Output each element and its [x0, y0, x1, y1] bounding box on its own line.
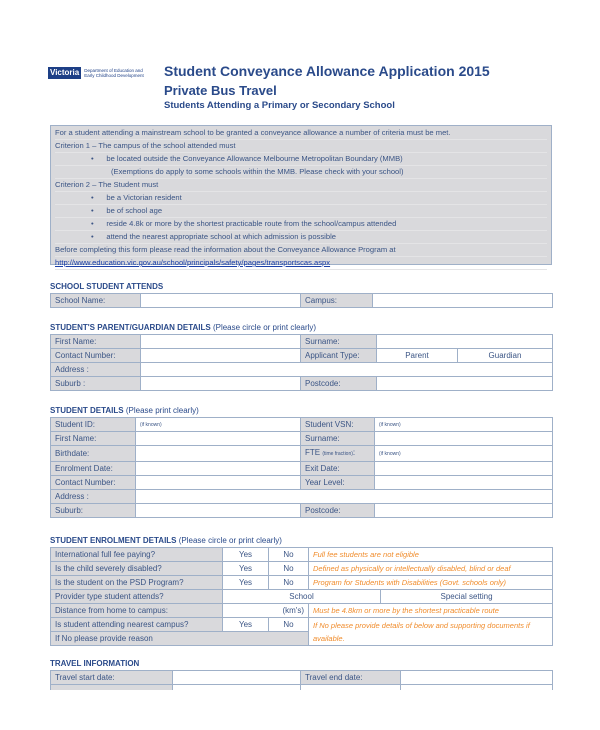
- no-option[interactable]: No: [269, 562, 309, 576]
- travel-start-field[interactable]: [173, 671, 301, 685]
- student-contact-label: Contact Number:: [51, 476, 136, 490]
- page-cutoff: [0, 690, 600, 730]
- year-level-label: Year Level:: [301, 476, 375, 490]
- section-heading-student: STUDENT DETAILS (Please print clearly): [50, 406, 199, 415]
- section-heading-parent: STUDENT'S PARENT/GUARDIAN DETAILS (Please circle or print clearly): [50, 323, 317, 332]
- exemption-note: (Exemptions do apply to some schools within the MMB. Please check with your school): [55, 166, 547, 179]
- student-surname-field[interactable]: [375, 432, 553, 446]
- criteria-box: [50, 125, 552, 265]
- travel-start-label: Travel start date:: [51, 671, 173, 685]
- student-first-name-label: First Name:: [51, 432, 136, 446]
- form-subtitle-2: Students Attending a Primary or Secondary School: [164, 100, 395, 111]
- no-option[interactable]: No: [269, 576, 309, 590]
- q-disabled: Is the child severely disabled?: [51, 562, 223, 576]
- bullet-item: • be a Victorian resident: [55, 192, 547, 205]
- form-subtitle: Private Bus Travel: [164, 83, 277, 98]
- birthdate-label: Birthdate:: [51, 446, 136, 462]
- victoria-logo: Victoria Department of Education and Early Childhood Development: [50, 68, 144, 78]
- student-surname-label: Surname:: [301, 432, 375, 446]
- criterion-1: Criterion 1 – The campus of the school attended must: [55, 140, 547, 153]
- parent-table: [50, 334, 553, 391]
- q-full-fee: International full fee paying?: [51, 548, 223, 562]
- student-id-label: Student ID:: [51, 418, 136, 432]
- parent-first-name-field[interactable]: [141, 335, 301, 349]
- enrolment-date-field[interactable]: [136, 462, 301, 476]
- note: Defined as physically or intellectually disabled, blind or deaf: [309, 562, 553, 576]
- applicant-type-parent[interactable]: Parent: [377, 349, 458, 363]
- campus-label: Campus:: [301, 294, 373, 308]
- exit-date-field[interactable]: [375, 462, 553, 476]
- enrolment-table: [50, 547, 553, 646]
- student-postcode-field[interactable]: [375, 504, 553, 518]
- applicant-type-guardian[interactable]: Guardian: [458, 349, 553, 363]
- no-option[interactable]: No: [269, 548, 309, 562]
- year-level-field[interactable]: [375, 476, 553, 490]
- student-suburb-label: Suburb:: [51, 504, 136, 518]
- student-postcode-label: Postcode:: [301, 504, 375, 518]
- school-name-field[interactable]: [141, 294, 301, 308]
- parent-contact-field[interactable]: [141, 349, 301, 363]
- note: Full fee students are not eligible: [309, 548, 553, 562]
- program-info-link[interactable]: http://www.education.vic.gov.au/school/principals/safety/pages/transportscas.aspx: [55, 258, 331, 267]
- vsn-label: Student VSN:: [301, 418, 375, 432]
- section-heading-school: SCHOOL STUDENT ATTENDS: [50, 282, 164, 291]
- yes-option[interactable]: Yes: [223, 548, 269, 562]
- school-table: [50, 293, 553, 308]
- bullet-item: • reside 4.8k or more by the shortest practicable route from the school/campus attended: [55, 218, 547, 231]
- parent-surname-field[interactable]: [377, 335, 553, 349]
- parent-address-field[interactable]: [141, 363, 553, 377]
- parent-postcode-field[interactable]: [377, 377, 553, 391]
- school-name-label: School Name:: [51, 294, 141, 308]
- fte-label: FTE (time fraction):: [301, 446, 375, 462]
- parent-suburb-field[interactable]: [141, 377, 301, 391]
- section-heading-enrolment: STUDENT ENROLMENT DETAILS (Please circle or print clearly): [50, 536, 282, 545]
- student-address-label: Address :: [51, 490, 136, 504]
- reason-label: If No please provide reason: [51, 632, 309, 646]
- q-nearest-campus: Is student attending nearest campus?: [51, 618, 223, 632]
- address-label: Address :: [51, 363, 141, 377]
- no-option[interactable]: No: [269, 618, 309, 632]
- postcode-label: Postcode:: [301, 377, 377, 391]
- provider-special-option[interactable]: Special setting: [381, 590, 553, 604]
- enrolment-date-label: Enrolment Date:: [51, 462, 136, 476]
- travel-end-label: Travel end date:: [301, 671, 401, 685]
- student-suburb-field[interactable]: [136, 504, 301, 518]
- fte-field[interactable]: (if known): [375, 446, 553, 462]
- bullet-item: • be located outside the Conveyance Allowance Melbourne Metropolitan Boundary (MMB): [55, 153, 547, 166]
- bullet-item: • attend the nearest appropriate school at which admission is possible: [55, 231, 547, 244]
- section-heading-travel: TRAVEL INFORMATION: [50, 659, 140, 668]
- yes-option[interactable]: Yes: [223, 562, 269, 576]
- note: Must be 4.8km or more by the shortest practicable route: [309, 604, 553, 618]
- student-table: [50, 417, 553, 518]
- student-address-field[interactable]: [136, 490, 553, 504]
- before-note: Before completing this form please read the information about the Conveyance Allowance Program at: [55, 244, 547, 257]
- travel-end-field[interactable]: [401, 671, 553, 685]
- surname-label: Surname:: [301, 335, 377, 349]
- suburb-label: Suburb :: [51, 377, 141, 391]
- note: If No please provide details of below and supporting documents if available.: [309, 618, 553, 646]
- criteria-intro: For a student attending a mainstream school to be granted a conveyance allowance a number of criteria must be met.: [55, 127, 547, 140]
- note: Program for Students with Disabilities (Govt. schools only): [309, 576, 553, 590]
- student-first-name-field[interactable]: [136, 432, 301, 446]
- student-id-field[interactable]: (if known): [136, 418, 301, 432]
- yes-option[interactable]: Yes: [223, 618, 269, 632]
- vsn-field[interactable]: (if known): [375, 418, 553, 432]
- campus-field[interactable]: [373, 294, 553, 308]
- contact-label: Contact Number:: [51, 349, 141, 363]
- criterion-2: Criterion 2 – The Student must: [55, 179, 547, 192]
- q-distance: Distance from home to campus:: [51, 604, 223, 618]
- yes-option[interactable]: Yes: [223, 576, 269, 590]
- student-contact-field[interactable]: [136, 476, 301, 490]
- provider-school-option[interactable]: School: [223, 590, 381, 604]
- bullet-item: • be of school age: [55, 205, 547, 218]
- distance-field[interactable]: (km's): [223, 604, 309, 618]
- applicant-type-label: Applicant Type:: [301, 349, 377, 363]
- q-psd: Is the student on the PSD Program?: [51, 576, 223, 590]
- first-name-label: First Name:: [51, 335, 141, 349]
- form-title: Student Conveyance Allowance Application 2015: [164, 63, 490, 79]
- exit-date-label: Exit Date:: [301, 462, 375, 476]
- q-provider-type: Provider type student attends?: [51, 590, 223, 604]
- birthdate-field[interactable]: [136, 446, 301, 462]
